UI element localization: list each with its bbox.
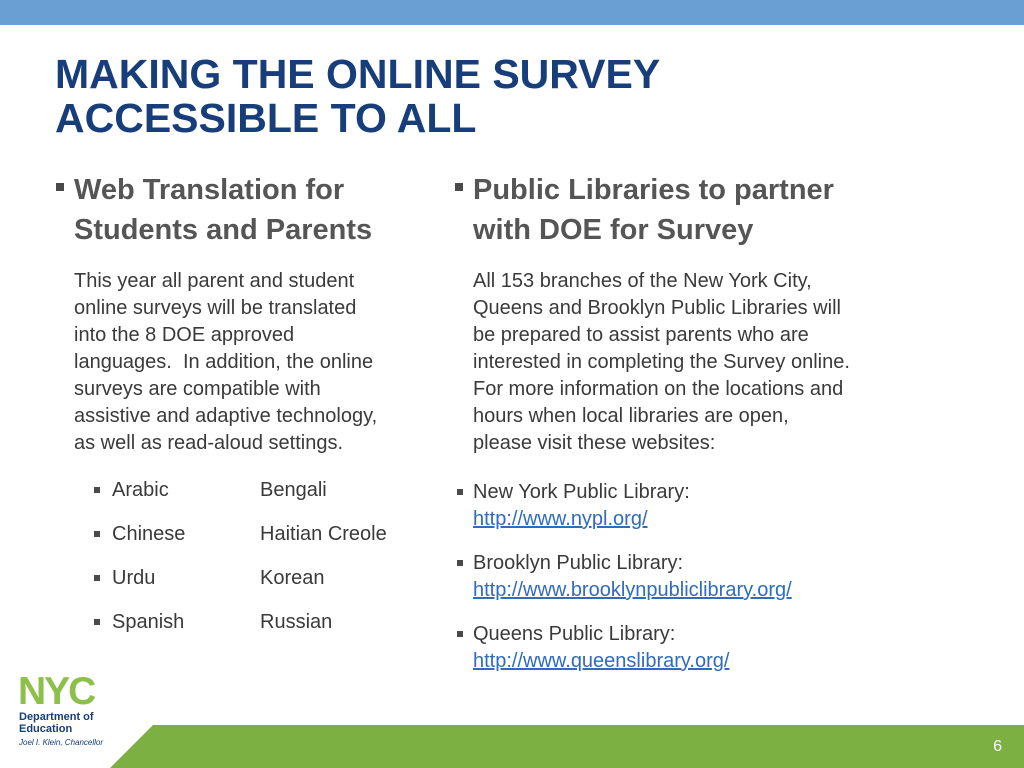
page-number: 6 (993, 738, 1002, 755)
queens-library-link[interactable]: http://www.queenslibrary.org/ (473, 650, 730, 672)
logo-dept-line-2: Education (19, 723, 73, 735)
library-name: Brooklyn Public Library: (473, 552, 684, 574)
right-body-line: hours when local libraries are open, (473, 405, 789, 427)
nypl-link[interactable]: http://www.nypl.org/ (473, 508, 648, 530)
language-item: Urdu (112, 567, 156, 589)
bullet-square-icon (457, 489, 463, 495)
right-body-line: All 153 branches of the New York City, (473, 270, 812, 292)
language-item: Bengali (260, 479, 327, 501)
left-body-line: into the 8 DOE approved (74, 324, 295, 346)
language-item: Russian (260, 611, 333, 633)
left-body-line: languages. In addition, the online (74, 351, 374, 373)
library-name: Queens Public Library: (473, 623, 676, 645)
nyc-logo-icon (18, 672, 120, 708)
bullet-square-icon (94, 487, 100, 493)
language-item: Korean (260, 567, 325, 589)
bullet-square-icon (94, 531, 100, 537)
library-item (455, 550, 915, 604)
right-body-line: be prepared to assist parents who are (473, 324, 809, 346)
language-list (92, 477, 436, 653)
logo-chancellor: Joel I. Klein, Chancellor (19, 738, 104, 747)
language-row (92, 565, 436, 609)
nyc-doe-logo (18, 672, 158, 762)
right-body-line: Queens and Brooklyn Public Libraries will (473, 297, 841, 319)
right-column-heading (455, 170, 915, 250)
language-item: Haitian Creole (260, 523, 387, 545)
slide-title (55, 52, 955, 140)
right-body-line: For more information on the locations and (473, 378, 844, 400)
left-column-body (74, 268, 436, 457)
language-item: Arabic (112, 479, 169, 501)
right-heading-line-1: Public Libraries to partner (473, 174, 834, 206)
language-row (92, 609, 436, 653)
nyc-logo-text: NYC (18, 672, 95, 708)
logo-dept-line-1: Department of (19, 711, 94, 723)
left-heading-line-2: Students and Parents (74, 214, 373, 246)
top-accent-bar (0, 0, 1024, 25)
brooklyn-library-link[interactable]: http://www.brooklynpubliclibrary.org/ (473, 579, 792, 601)
right-column-body (473, 268, 915, 457)
left-heading-line-1: Web Translation for (74, 174, 345, 206)
left-body-line: online surveys will be translated (74, 297, 357, 319)
library-item (455, 621, 915, 675)
left-body-line: This year all parent and student (74, 270, 355, 292)
bullet-square-icon (457, 560, 463, 566)
right-column (455, 170, 915, 692)
slide-title-line-1: MAKING THE ONLINE SURVEY (55, 51, 661, 97)
left-body-line: assistive and adaptive technology, (74, 405, 378, 427)
logo-department (19, 711, 94, 735)
left-body-line: surveys are compatible with (74, 378, 321, 400)
library-name: New York Public Library: (473, 481, 690, 503)
slide-title-line-2: ACCESSIBLE TO ALL (55, 95, 477, 141)
bullet-square-icon (457, 631, 463, 637)
left-column-heading (56, 170, 436, 250)
library-item (455, 479, 915, 533)
left-column (56, 170, 436, 653)
bullet-square-icon (94, 575, 100, 581)
library-list (455, 479, 915, 675)
right-body-line: interested in completing the Survey online. (473, 351, 850, 373)
bullet-square-icon (56, 183, 64, 191)
right-heading-line-2: with DOE for Survey (473, 214, 754, 246)
bullet-square-icon (94, 619, 100, 625)
right-body-line: please visit these websites: (473, 432, 716, 454)
left-body-line: as well as read-aloud settings. (74, 432, 344, 454)
language-item: Chinese (112, 523, 186, 545)
language-item: Spanish (112, 611, 185, 633)
language-row (92, 477, 436, 521)
bullet-square-icon (455, 183, 463, 191)
language-row (92, 521, 436, 565)
